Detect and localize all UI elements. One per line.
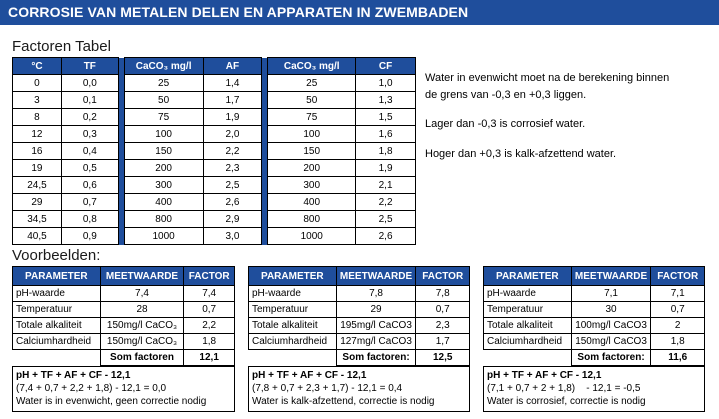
caco3-hardness-cell: 50 — [268, 92, 356, 109]
example-row — [249, 286, 470, 302]
col-header-factor: FACTOR — [184, 267, 235, 286]
temp-cell: 3 — [13, 92, 62, 109]
param-cell: Totale alkaliteit — [13, 318, 101, 334]
factor-cell: 0,7 — [184, 302, 235, 318]
factor-row — [13, 228, 416, 245]
tf-cell: 0,2 — [61, 109, 118, 126]
col-header-measured-value: MEETWAARDE — [336, 267, 416, 286]
example-row — [484, 302, 705, 318]
conclusion: Water is corrosief, correctie is nodig — [487, 396, 646, 407]
temp-cell: 8 — [13, 109, 62, 126]
sum-label: Som factoren: — [336, 350, 416, 366]
factor-table — [12, 57, 416, 245]
af-cell: 2,0 — [203, 126, 262, 143]
value-cell: 30 — [571, 302, 651, 318]
factor-cell: 7,1 — [651, 286, 705, 302]
col-header-parameter: PARAMETER — [13, 267, 101, 286]
examples-heading: Voorbeelden: — [12, 247, 101, 264]
value-cell: 127mg/l CaCO3 — [336, 334, 416, 350]
caco3-alkalinity-cell: 150 — [124, 143, 203, 160]
blank-cell — [484, 350, 572, 366]
value-cell: 28 — [100, 302, 184, 318]
caco3-hardness-cell: 1000 — [268, 228, 356, 245]
example-table-3 — [483, 266, 705, 366]
calculation: (7,4 + 0,7 + 2,2 + 1,8) - 12,1 = 0,0 — [16, 383, 167, 394]
factor-cell: 2,2 — [184, 318, 235, 334]
tf-cell: 0,1 — [61, 92, 118, 109]
factor-cell: 1,8 — [184, 334, 235, 350]
factor-row — [13, 211, 416, 228]
example-row — [484, 334, 705, 350]
value-cell: 29 — [336, 302, 416, 318]
cf-cell: 1,3 — [356, 92, 416, 109]
value-cell: 150mg/l CaCO₃ — [100, 318, 184, 334]
caco3-hardness-cell: 200 — [268, 160, 356, 177]
tf-cell: 0,6 — [61, 177, 118, 194]
tf-cell: 0,4 — [61, 143, 118, 160]
factor-table-heading: Factoren Tabel — [12, 38, 111, 55]
example-row — [249, 334, 470, 350]
tf-cell: 0,9 — [61, 228, 118, 245]
example-row — [249, 318, 470, 334]
example-row — [484, 318, 705, 334]
temp-cell: 12 — [13, 126, 62, 143]
example-row — [13, 286, 235, 302]
factor-cell: 0,7 — [416, 302, 470, 318]
tf-cell: 0,3 — [61, 126, 118, 143]
caco3-hardness-cell: 100 — [268, 126, 356, 143]
example-row — [249, 302, 470, 318]
sum-value: 12,1 — [184, 350, 235, 366]
cf-cell: 2,5 — [356, 211, 416, 228]
col-header-parameter: PARAMETER — [249, 267, 337, 286]
value-cell: 195mg/l CaCO3 — [336, 318, 416, 334]
temp-cell: 34,5 — [13, 211, 62, 228]
param-cell: Calciumhardheid — [13, 334, 101, 350]
value-cell: 7,4 — [100, 286, 184, 302]
param-cell: Totale alkaliteit — [249, 318, 337, 334]
tf-cell: 0,5 — [61, 160, 118, 177]
page-title-banner: CORROSIE VAN METALEN DELEN EN APPARATEN IN ZWEMBADEN — [0, 0, 719, 25]
col-header-cf: CF — [356, 58, 416, 75]
col-header-factor: FACTOR — [651, 267, 705, 286]
caco3-hardness-cell: 400 — [268, 194, 356, 211]
af-cell: 2,2 — [203, 143, 262, 160]
temp-cell: 16 — [13, 143, 62, 160]
formula: pH + TF + AF + CF - 12,1 — [487, 370, 602, 381]
param-cell: Temperatuur — [484, 302, 572, 318]
example-row — [484, 286, 705, 302]
factor-row — [13, 109, 416, 126]
sum-label: Som factoren: — [571, 350, 651, 366]
factor-table-header-row — [13, 58, 416, 75]
af-cell: 1,7 — [203, 92, 262, 109]
caco3-hardness-cell: 800 — [268, 211, 356, 228]
param-cell: Temperatuur — [13, 302, 101, 318]
param-cell: Temperatuur — [249, 302, 337, 318]
calculation-box-1 — [12, 366, 235, 412]
example-row — [13, 302, 235, 318]
value-cell: 7,8 — [336, 286, 416, 302]
af-cell: 2,9 — [203, 211, 262, 228]
tf-cell: 0,7 — [61, 194, 118, 211]
value-cell: 100mg/l CaCO3 — [571, 318, 651, 334]
col-header-measured-value: MEETWAARDE — [571, 267, 651, 286]
sum-row — [249, 350, 470, 366]
param-cell: Totale alkaliteit — [484, 318, 572, 334]
cf-cell: 2,1 — [356, 177, 416, 194]
af-cell: 1,4 — [203, 75, 262, 92]
caco3-alkalinity-cell: 200 — [124, 160, 203, 177]
col-header-temp: °C — [13, 58, 62, 75]
calculation-box-3 — [483, 366, 705, 412]
factor-cell: 2 — [651, 318, 705, 334]
cf-cell: 1,0 — [356, 75, 416, 92]
note-scaling: Hoger dan +0,3 is kalk-afzettend water. — [425, 148, 617, 160]
value-cell: 150mg/l CaCO3 — [571, 334, 651, 350]
af-cell: 2,5 — [203, 177, 262, 194]
tf-cell: 0,0 — [61, 75, 118, 92]
factor-row — [13, 75, 416, 92]
col-header-parameter: PARAMETER — [484, 267, 572, 286]
cf-cell: 1,5 — [356, 109, 416, 126]
temp-cell: 29 — [13, 194, 62, 211]
example-table-1 — [12, 266, 235, 366]
cf-cell: 2,6 — [356, 228, 416, 245]
af-cell: 1,9 — [203, 109, 262, 126]
calculation-box-2 — [248, 366, 470, 412]
caco3-alkalinity-cell: 25 — [124, 75, 203, 92]
note-balance: Water in evenwicht moet na de berekening binnen de grens van -0,3 en +0,3 liggen. — [425, 72, 670, 101]
af-cell: 3,0 — [203, 228, 262, 245]
sum-value: 11,6 — [651, 350, 705, 366]
value-cell: 7,1 — [571, 286, 651, 302]
temp-cell: 40,5 — [13, 228, 62, 245]
cf-cell: 1,9 — [356, 160, 416, 177]
factor-cell: 2,3 — [416, 318, 470, 334]
sum-value: 12,5 — [416, 350, 470, 366]
factor-row — [13, 160, 416, 177]
note-corrosive: Lager dan -0,3 is corrosief water. — [425, 118, 586, 130]
cf-cell: 1,8 — [356, 143, 416, 160]
caco3-hardness-cell: 75 — [268, 109, 356, 126]
param-cell: pH-waarde — [484, 286, 572, 302]
caco3-alkalinity-cell: 75 — [124, 109, 203, 126]
param-cell: pH-waarde — [249, 286, 337, 302]
factor-row — [13, 126, 416, 143]
blank-cell — [249, 350, 337, 366]
sum-row — [484, 350, 705, 366]
caco3-hardness-cell: 300 — [268, 177, 356, 194]
calculation: (7,1 + 0,7 + 2 + 1,8) - 12,1 = -0,5 — [487, 383, 641, 394]
example-row — [13, 334, 235, 350]
cf-cell: 1,6 — [356, 126, 416, 143]
example-header-row — [249, 267, 470, 286]
temp-cell: 19 — [13, 160, 62, 177]
param-cell: Calciumhardheid — [484, 334, 572, 350]
formula: pH + TF + AF + CF - 12,1 — [16, 370, 131, 381]
temp-cell: 24,5 — [13, 177, 62, 194]
formula: pH + TF + AF + CF - 12,1 — [252, 370, 367, 381]
caco3-alkalinity-cell: 300 — [124, 177, 203, 194]
col-header-factor: FACTOR — [416, 267, 470, 286]
temp-cell: 0 — [13, 75, 62, 92]
calculation: (7,8 + 0,7 + 2,3 + 1,7) - 12,1 = 0,4 — [252, 383, 403, 394]
factor-cell: 1,7 — [416, 334, 470, 350]
af-cell: 2,3 — [203, 160, 262, 177]
caco3-alkalinity-cell: 1000 — [124, 228, 203, 245]
factor-cell: 7,8 — [416, 286, 470, 302]
factor-cell: 7,4 — [184, 286, 235, 302]
col-header-measured-value: MEETWAARDE — [100, 267, 184, 286]
factor-cell: 0,7 — [651, 302, 705, 318]
sum-row — [13, 350, 235, 366]
tf-cell: 0,8 — [61, 211, 118, 228]
caco3-alkalinity-cell: 100 — [124, 126, 203, 143]
example-header-row — [13, 267, 235, 286]
example-table-2 — [248, 266, 470, 366]
col-header-af: AF — [203, 58, 262, 75]
example-header-row — [484, 267, 705, 286]
value-cell: 150mg/l CaCO₃ — [100, 334, 184, 350]
sum-label: Som factoren — [100, 350, 184, 366]
example-row — [13, 318, 235, 334]
caco3-alkalinity-cell: 400 — [124, 194, 203, 211]
factor-row — [13, 194, 416, 211]
af-cell: 2,6 — [203, 194, 262, 211]
caco3-alkalinity-cell: 50 — [124, 92, 203, 109]
param-cell: Calciumhardheid — [249, 334, 337, 350]
caco3-hardness-cell: 25 — [268, 75, 356, 92]
blank-cell — [13, 350, 101, 366]
conclusion: Water is in evenwicht, geen correctie nodig — [16, 396, 207, 407]
factor-row — [13, 92, 416, 109]
param-cell: pH-waarde — [13, 286, 101, 302]
factor-row — [13, 177, 416, 194]
factor-cell: 1,8 — [651, 334, 705, 350]
factor-row — [13, 143, 416, 160]
col-header-tf: TF — [61, 58, 118, 75]
caco3-hardness-cell: 150 — [268, 143, 356, 160]
conclusion: Water is kalk-afzettend, correctie is nodig — [252, 396, 435, 407]
cf-cell: 2,2 — [356, 194, 416, 211]
col-header-caco3-alkalinity: CaCO₃ mg/l — [124, 58, 203, 75]
caco3-alkalinity-cell: 800 — [124, 211, 203, 228]
col-header-caco3-hardness: CaCO₃ mg/l — [268, 58, 356, 75]
